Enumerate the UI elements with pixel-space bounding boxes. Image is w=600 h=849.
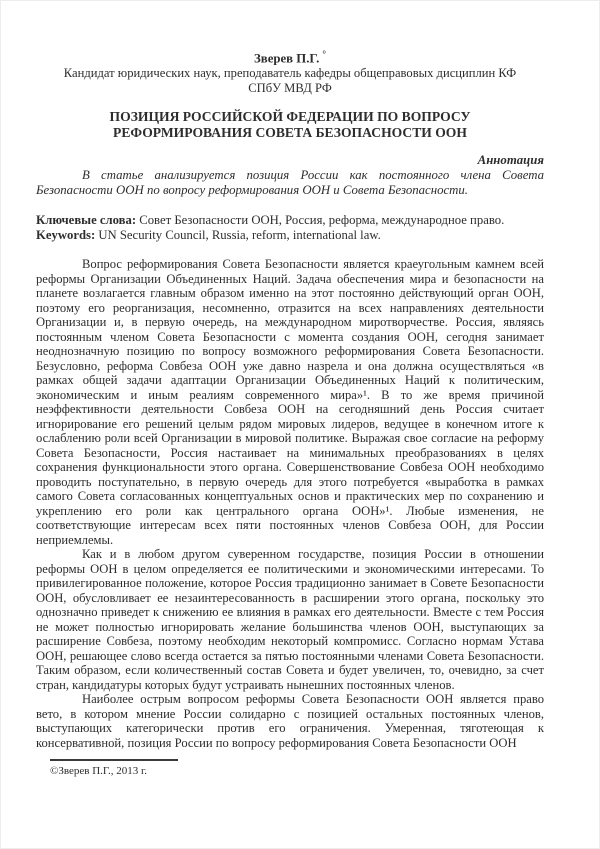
annotation-heading: Аннотация [477,153,544,168]
copyright-notice: ©Зверев П.Г., 2013 г. [50,765,148,777]
keywords-en [36,228,544,243]
keywords-block [36,213,544,243]
keywords-en-text: UN Security Council, Russia, reform, international law. [98,227,381,242]
article-body [36,257,544,750]
body-paragraph-1: Вопрос реформирования Совета Безопасности является краеугольным камнем всей реформы Организации Объединенных Наций. Задача обеспечения мира и безопасности на планете возлагается главным образом именно на этот постоянно действующий орган ООН, поэтому его реорганизация, несомненно, отразится на всех направлениях деятельности Организации и, в первую очередь, на международном миротворчестве. Россия, являясь постоянным членом Совета Безопасности с момента создания ООН, сегодня занимает неоднозначную позицию по вопросу возможного реформирования Совета Безопасности. Безусловно, реформа Совбеза ООН уже давно назрела и она должна осуществляться «в рамках общей задачи адаптации Организации Объединенных Наций к политическим, экономическим и иным реалиям современного мира»¹. В то же время причиной неэффективности деятельности Совбеза ООН на сегодняшний день Россия считает игнорирование его решений целым рядом мировых лидеров, ведущее в конечном итоге к ослаблению роли всей Организации в мировой политике. Выражая свое согласие на реформу Совета Безопасности, Россия настаивает на минимальных преобразованиях в целях сохранения функциональности этого органа. Совершенствование Совбеза ООН необходимо проводить поступательно, в первую очередь для этого потребуется «выработка в рамках самого Совета согласованных концептуальных основ и практических мер по сохранению и укреплению его роли как центрального органа ООН»¹. Любые изменения, не соответствующие интересам всех пяти постоянных членов Совбеза ООН, для России неприемлемы. [36,257,544,547]
author-name: Зверев П.Г. [254,51,320,66]
author-affiliation: Кандидат юридических наук, преподаватель кафедры общеправовых дисциплин КФ СПбУ МВД РФ [63,66,517,96]
abstract-text: В статье анализируется позиция России как постоянного члена Совета Безопасности ООН по вопросу реформирования ООН и Совета Безопасности. [36,168,544,198]
footnote-area [50,758,178,778]
keywords-ru [36,213,544,228]
footnote-divider [50,759,178,761]
body-paragraph-3: Наиболее острым вопросом реформы Совета Безопасности ООН является право вето, в котором мнение России солидарно с позицией остальных постоянных членов, выступающих категорически против его ограничения. Умеренная, тяготеющая к консервативной, позиция России по вопросу реформирования Совета Безопасности ООН [36,692,544,750]
article-content [1,1,599,759]
body-paragraph-2: Как и в любом другом суверенном государстве, позиция России в отношении реформы ООН в целом определяется ее политическими и экономическими интересами. То привилегированное положение, которое Россия традиционно занимает в Совете Безопасности ООН, обусловливает ее незаинтересованность в расширении этого органа, поскольку это однозначно приведет к снижению ее влияния в рамках его деятельности. Вместе с тем Россия не может полностью игнорировать желание большинства членов ООН, выступающих за расширение Совбеза, поэтому необходим некоторый компромисс. Согласно нормам Устава ООН, решающее слово всегда остается за пятью постоянными членами Совета Безопасности. Таким образом, если количественный состав Совета и будет увеличен, то, очевидно, за счет стран, кандидатуры которых будут устраивать нынешних постоянных членов. [36,547,544,692]
author-footnote-mark: ° [322,49,326,59]
keywords-en-label: Keywords: [36,227,96,242]
keywords-ru-label: Ключевые слова: [36,212,137,227]
author-line [36,47,544,66]
keywords-ru-text: Совет Безопасности ООН, Россия, реформа, международное право. [139,212,505,227]
article-title: ПОЗИЦИЯ РОССИЙСКОЙ ФЕДЕРАЦИИ ПО ВОПРОСУ РЕФОРМИРОВАНИЯ СОВЕТА БЕЗОПАСНОСТИ ООН [109,109,471,140]
